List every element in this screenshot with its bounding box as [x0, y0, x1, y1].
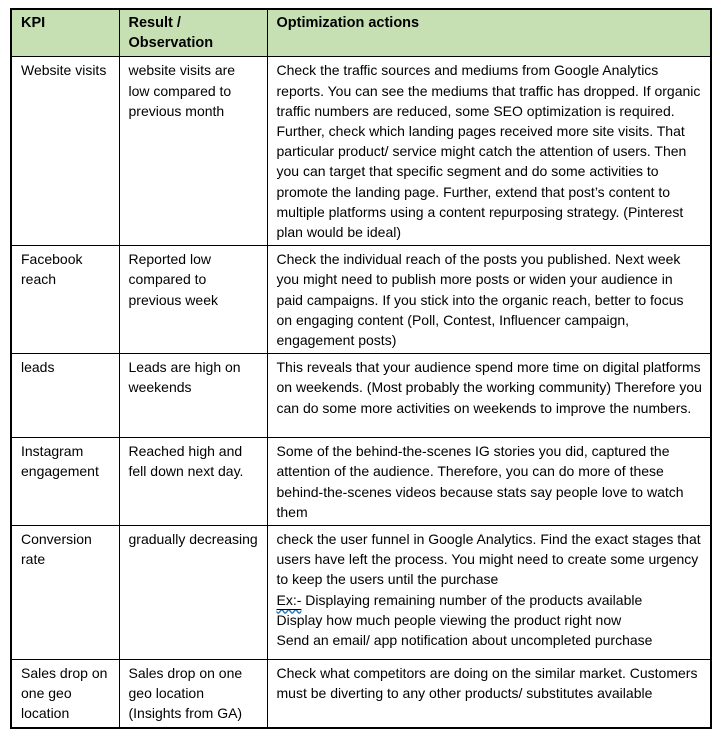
actions-cell: This reveals that your audience spend more time on digital platforms on weekends. (Most probably the working community) Therefore you can do some more activities on weekends to improve the numbers.	[267, 354, 711, 438]
header-kpi: KPI	[11, 9, 119, 57]
example-label: Ex:-	[276, 591, 302, 608]
actions-cell	[267, 526, 711, 660]
table-row-website-visits	[11, 57, 711, 246]
table-row-conversion-rate	[11, 526, 711, 660]
result-cell: Reached high and fell down next day.	[119, 438, 267, 526]
table-header-row	[11, 9, 711, 57]
table-row-instagram-engagement	[11, 438, 711, 526]
actions-paragraph: check the user funnel in Google Analytics. Find the exact stages that users have left the process. You might need to create some urgency to keep the users until the purchase	[276, 531, 701, 588]
result-cell: website visits are low compared to previous month	[119, 57, 267, 246]
result-cell: Reported low compared to previous week	[119, 246, 267, 354]
actions-cell: Some of the behind-the-scenes IG stories you did, captured the attention of the audience. Therefore, you can do more of these behind-the-scenes videos because stats say people love to watch them	[267, 438, 711, 526]
table-row-leads	[11, 354, 711, 438]
kpi-cell: Website visits	[11, 57, 119, 246]
actions-example-line	[277, 590, 703, 610]
kpi-cell: Facebook reach	[11, 246, 119, 354]
header-optimization-actions: Optimization actions	[267, 9, 711, 57]
result-cell: Leads are high on weekends	[119, 354, 267, 438]
actions-paragraph: Send an email/ app notification about uncompleted purchase	[276, 632, 653, 649]
kpi-cell: Instagram engagement	[11, 438, 119, 526]
actions-cell: Check the traffic sources and mediums from Google Analytics reports. You can see the mediums that traffic has dropped. If organic traffic numbers are reduced, some SEO optimization is required. Further, check which landing pages received more site visits. That particular product/ service might catch the attention of users. Then you can target that specific segment and do some activities to promote the landing page. Further, extend that post’s content to multiple platforms using a content repurposing strategy. (Pinterest plan would be ideal)	[267, 57, 711, 246]
result-cell: gradually decreasing	[119, 526, 267, 660]
header-result-observation: Result / Observation	[119, 9, 267, 57]
actions-cell: Check what competitors are doing on the similar market. Customers must be diverting to any other products/ substitutes available	[267, 660, 711, 728]
kpi-cell: Conversion rate	[11, 526, 119, 660]
kpi-table	[10, 8, 712, 729]
kpi-cell: leads	[11, 354, 119, 438]
kpi-cell: Sales drop on one geo location	[11, 660, 119, 728]
actions-paragraph: Display how much people viewing the product right now	[276, 611, 622, 628]
result-cell: Sales drop on one geo location (Insights from GA)	[119, 660, 267, 728]
example-text: Displaying remaining number of the products available	[305, 591, 643, 608]
example-label-wavy-underline	[277, 592, 302, 608]
actions-cell: Check the individual reach of the posts you published. Next week you might need to publish more posts or widen your audience in paid campaigns. If you stick into the organic reach, better to focus on engaging content (Poll, Contest, Influencer campaign, engagement posts)	[267, 246, 711, 354]
table-row-facebook-reach	[11, 246, 711, 354]
table-row-sales-drop-geo	[11, 660, 711, 728]
